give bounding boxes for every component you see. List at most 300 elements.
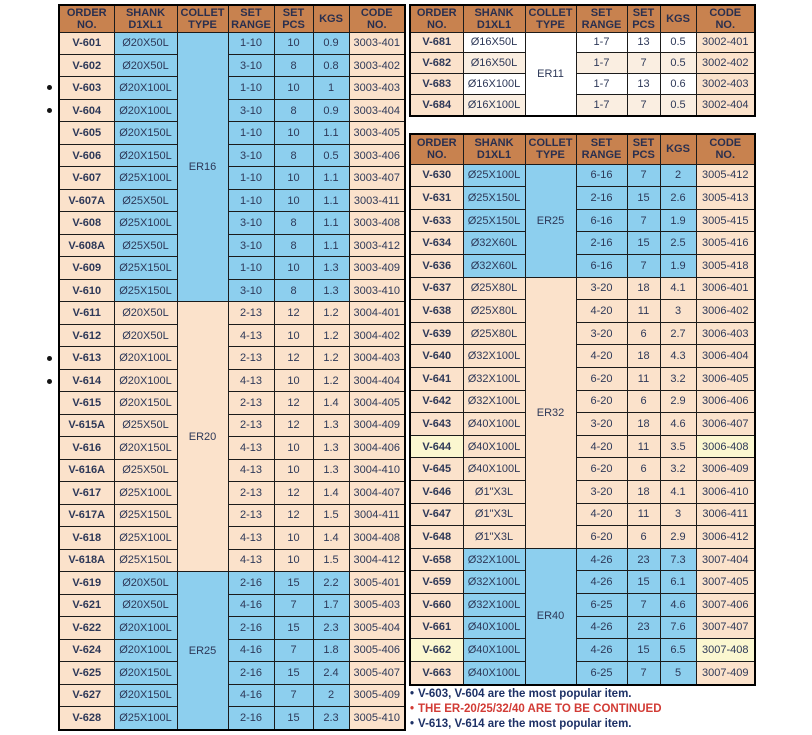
code-no-cell: 3004-407 (349, 482, 405, 504)
set-pcs-cell: 10 (274, 527, 313, 549)
table-row (59, 504, 405, 526)
code-no-cell: 3005-403 (349, 594, 405, 616)
column-header-text: NO. (715, 18, 736, 31)
shank-cell: Ø25X80L (463, 277, 525, 300)
column-header-order-no (410, 5, 463, 32)
header-row (410, 134, 755, 164)
table-row (410, 594, 755, 617)
table-row (410, 413, 755, 436)
kgs-cell: 0.5 (313, 144, 349, 166)
set-pcs-cell: 7 (274, 594, 313, 616)
table-row (59, 639, 405, 661)
table-row (410, 32, 755, 53)
set-range-cell: 3-10 (228, 234, 274, 256)
order-no-cell: V-610 (59, 279, 114, 301)
table-row (59, 324, 405, 346)
column-header-code-no (696, 5, 755, 32)
kgs-cell: 3.2 (660, 367, 696, 390)
column-header-text: SET (632, 6, 655, 19)
set-range-cell: 2-16 (228, 617, 274, 639)
order-no-cell: V-606 (59, 144, 114, 166)
code-no-cell: 3007-407 (696, 616, 755, 639)
code-no-cell: 3002-402 (696, 53, 755, 74)
code-no-cell: 3007-405 (696, 571, 755, 594)
shank-cell: Ø25X150L (114, 504, 177, 526)
code-no-cell: 3002-403 (696, 74, 755, 95)
code-no-cell: 3006-408 (696, 435, 755, 458)
table-row (59, 279, 405, 301)
kgs-cell: 2.5 (660, 232, 696, 255)
kgs-cell: 2.3 (313, 707, 349, 730)
code-no-cell: 3003-411 (349, 189, 405, 211)
set-range-cell: 4-26 (576, 616, 627, 639)
code-no-cell: 3006-404 (696, 345, 755, 368)
set-pcs-cell: 10 (274, 189, 313, 211)
code-no-cell: 3004-404 (349, 369, 405, 391)
table-row (59, 99, 405, 121)
kgs-cell: 1.5 (313, 504, 349, 526)
column-header-text: NO. (366, 18, 387, 31)
popular-item-dot-v-603 (47, 85, 52, 90)
order-no-cell: V-607A (59, 189, 114, 211)
set-range-cell: 6-16 (576, 164, 627, 187)
popular-item-dot-v-604 (47, 108, 52, 113)
shank-cell: Ø25X100L (463, 164, 525, 187)
kgs-cell: 7.3 (660, 548, 696, 571)
set-range-cell: 2-16 (228, 572, 274, 594)
order-no-cell: V-615A (59, 414, 114, 436)
code-no-cell: 3003-409 (349, 257, 405, 279)
code-no-cell: 3004-412 (349, 549, 405, 571)
shank-cell: Ø40X100L (463, 413, 525, 436)
order-no-cell: V-648 (410, 526, 463, 549)
shank-cell: Ø20X100L (114, 347, 177, 369)
column-header-text: ORDER (66, 6, 107, 19)
set-range-cell: 2-13 (228, 504, 274, 526)
order-no-cell: V-627 (59, 684, 114, 706)
set-range-cell: 1-10 (228, 167, 274, 189)
shank-cell: Ø20X100L (114, 639, 177, 661)
set-pcs-cell: 23 (627, 548, 660, 571)
shank-cell: Ø20X50L (114, 54, 177, 76)
set-range-cell: 1-10 (228, 122, 274, 144)
set-range-cell: 1-7 (576, 94, 627, 116)
set-pcs-cell: 15 (627, 187, 660, 210)
set-range-cell: 4-20 (576, 435, 627, 458)
column-header-shank-d1xl1 (114, 5, 177, 32)
kgs-cell: 1.2 (313, 324, 349, 346)
set-range-cell: 4-26 (576, 639, 627, 662)
set-range-cell: 2-13 (228, 392, 274, 414)
code-no-cell: 3006-410 (696, 481, 755, 504)
set-pcs-cell: 12 (274, 414, 313, 436)
code-no-cell: 3006-409 (696, 458, 755, 481)
set-range-cell: 6-16 (576, 209, 627, 232)
column-header-set-range (228, 5, 274, 32)
column-header-set-pcs (274, 5, 313, 32)
table-row (59, 684, 405, 706)
set-range-cell: 3-20 (576, 322, 627, 345)
set-pcs-cell: 7 (627, 661, 660, 685)
set-pcs-cell: 6 (627, 526, 660, 549)
column-header-shank-d1xl1 (463, 134, 525, 164)
set-range-cell: 1-10 (228, 189, 274, 211)
set-pcs-cell: 10 (274, 257, 313, 279)
bullet-icon: • (410, 703, 415, 715)
shank-cell: Ø20X150L (114, 122, 177, 144)
table-row (410, 94, 755, 116)
code-no-cell: 3006-411 (696, 503, 755, 526)
shank-cell: Ø20X50L (114, 594, 177, 616)
order-no-cell: V-613 (59, 347, 114, 369)
column-header-text: PCS (632, 18, 655, 31)
kgs-cell: 2.9 (660, 526, 696, 549)
code-no-cell: 3007-404 (696, 548, 755, 571)
set-pcs-cell: 12 (274, 302, 313, 324)
set-range-cell: 3-20 (576, 277, 627, 300)
kgs-cell: 0.5 (660, 53, 696, 74)
kgs-cell: 1.2 (313, 302, 349, 324)
column-header-text: KGS (319, 12, 343, 25)
code-no-cell: 3006-402 (696, 300, 755, 323)
column-header-order-no (59, 5, 114, 32)
code-no-cell: 3005-418 (696, 254, 755, 277)
set-pcs-cell: 10 (274, 549, 313, 571)
set-range-cell: 2-16 (228, 707, 274, 730)
order-no-cell: V-633 (410, 209, 463, 232)
code-no-cell: 3003-410 (349, 279, 405, 301)
set-pcs-cell: 23 (627, 616, 660, 639)
collet-type-cell: ER25 (177, 572, 228, 730)
code-no-cell: 3004-408 (349, 527, 405, 549)
kgs-cell: 1.4 (313, 482, 349, 504)
set-range-cell: 2-13 (228, 302, 274, 324)
kgs-cell: 1.1 (313, 167, 349, 189)
popular-item-dot-v-613 (47, 356, 52, 361)
kgs-cell: 0.6 (660, 74, 696, 95)
set-range-cell: 2-16 (576, 232, 627, 255)
footnote-text: THE ER-20/25/32/40 ARE TO BE CONTINUED (418, 703, 662, 715)
set-range-cell: 3-10 (228, 99, 274, 121)
column-header-text: CODE (709, 6, 742, 19)
table-row (59, 144, 405, 166)
shank-cell: Ø40X100L (463, 435, 525, 458)
column-header-text: SHANK (474, 6, 514, 19)
collet-type-cell: ER20 (177, 302, 228, 572)
set-pcs-cell: 8 (274, 99, 313, 121)
column-header-text: COLLET (180, 6, 225, 19)
collet-type-cell: ER32 (525, 277, 576, 548)
kgs-cell: 1.7 (313, 594, 349, 616)
kgs-cell: 3 (660, 503, 696, 526)
column-header-code-no (696, 134, 755, 164)
set-range-cell: 2-16 (228, 662, 274, 684)
collet-type-cell: ER40 (525, 548, 576, 685)
set-range-cell: 3-10 (228, 144, 274, 166)
order-no-cell: V-661 (410, 616, 463, 639)
order-no-cell: V-681 (410, 32, 463, 53)
kgs-cell: 3 (660, 300, 696, 323)
shank-cell: Ø16X50L (463, 53, 525, 74)
column-header-collet-type (177, 5, 228, 32)
column-header-text: PCS (632, 149, 655, 162)
kgs-cell: 2.4 (313, 662, 349, 684)
set-pcs-cell: 18 (627, 345, 660, 368)
order-no-cell: V-619 (59, 572, 114, 594)
set-range-cell: 6-20 (576, 526, 627, 549)
set-range-cell: 2-13 (228, 482, 274, 504)
set-range-cell: 4-13 (228, 459, 274, 481)
shank-cell: Ø32X60L (463, 232, 525, 255)
column-header-collet-type (525, 5, 576, 32)
set-range-cell: 3-20 (576, 481, 627, 504)
shank-cell: Ø1"X3L (463, 526, 525, 549)
kgs-cell: 1.3 (313, 459, 349, 481)
code-no-cell: 3006-407 (696, 413, 755, 436)
set-pcs-cell: 7 (627, 53, 660, 74)
shank-cell: Ø20X150L (114, 392, 177, 414)
order-no-cell: V-608 (59, 212, 114, 234)
shank-cell: Ø25X80L (463, 322, 525, 345)
kgs-cell: 1.9 (660, 209, 696, 232)
collet-type-cell: ER16 (177, 32, 228, 302)
set-pcs-cell: 7 (274, 684, 313, 706)
code-no-cell: 3003-404 (349, 99, 405, 121)
shank-cell: Ø40X100L (463, 458, 525, 481)
order-no-cell: V-682 (410, 53, 463, 74)
code-no-cell: 3004-410 (349, 459, 405, 481)
table-row (59, 459, 405, 481)
code-no-cell: 3006-401 (696, 277, 755, 300)
kgs-cell: 0.8 (313, 54, 349, 76)
column-header-text: ORDER (416, 137, 457, 150)
kgs-cell: 1.4 (313, 527, 349, 549)
collet-type-cell: ER25 (525, 164, 576, 277)
order-no-cell: V-631 (410, 187, 463, 210)
shank-cell: Ø25X100L (114, 167, 177, 189)
order-no-cell: V-612 (59, 324, 114, 346)
kgs-cell: 4.3 (660, 345, 696, 368)
table-row (410, 661, 755, 685)
set-pcs-cell: 10 (274, 369, 313, 391)
set-range-cell: 6-16 (576, 254, 627, 277)
code-no-cell: 3005-413 (696, 187, 755, 210)
column-header-text: ORDER (416, 6, 457, 19)
shank-cell: Ø20X150L (114, 684, 177, 706)
shank-cell: Ø25X50L (114, 234, 177, 256)
set-pcs-cell: 6 (627, 458, 660, 481)
code-no-cell: 3006-412 (696, 526, 755, 549)
shank-cell: Ø25X150L (114, 549, 177, 571)
code-no-cell: 3006-405 (696, 367, 755, 390)
set-range-cell: 4-13 (228, 437, 274, 459)
shank-cell: Ø16X50L (463, 32, 525, 53)
kgs-cell: 1.3 (313, 437, 349, 459)
column-header-text: SHANK (474, 137, 514, 150)
kgs-cell: 2.2 (313, 572, 349, 594)
code-no-cell: 3004-409 (349, 414, 405, 436)
table-row (410, 503, 755, 526)
set-range-cell: 4-13 (228, 324, 274, 346)
set-pcs-cell: 11 (627, 300, 660, 323)
order-no-cell: V-615 (59, 392, 114, 414)
table-row (59, 54, 405, 76)
order-no-cell: V-647 (410, 503, 463, 526)
code-no-cell: 3005-401 (349, 572, 405, 594)
column-header-text: NO. (426, 149, 447, 162)
column-header-text: D1XL1 (476, 149, 512, 162)
set-pcs-cell: 12 (274, 504, 313, 526)
table-row (59, 167, 405, 189)
order-no-cell: V-624 (59, 639, 114, 661)
column-header-set-pcs (627, 134, 660, 164)
table-row (59, 369, 405, 391)
table-row (59, 212, 405, 234)
shank-cell: Ø32X100L (463, 548, 525, 571)
order-no-cell: V-621 (59, 594, 114, 616)
set-range-cell: 1-10 (228, 257, 274, 279)
table-row (59, 347, 405, 369)
set-range-cell: 1-7 (576, 32, 627, 53)
code-no-cell: 3007-406 (696, 594, 755, 617)
column-header-text: NO. (715, 149, 736, 162)
kgs-cell: 1.1 (313, 212, 349, 234)
shank-cell: Ø20X50L (114, 32, 177, 54)
shank-cell: Ø32X100L (463, 345, 525, 368)
set-range-cell: 3-10 (228, 279, 274, 301)
kgs-cell: 0.9 (313, 32, 349, 54)
set-pcs-cell: 11 (627, 503, 660, 526)
order-no-cell: V-683 (410, 74, 463, 95)
order-no-cell: V-642 (410, 390, 463, 413)
kgs-cell: 2.3 (313, 617, 349, 639)
order-no-cell: V-607 (59, 167, 114, 189)
table-row (410, 164, 755, 187)
set-pcs-cell: 12 (274, 482, 313, 504)
table-row (410, 571, 755, 594)
shank-cell: Ø25X50L (114, 414, 177, 436)
column-header-text: CODE (360, 6, 393, 19)
set-range-cell: 6-25 (576, 594, 627, 617)
table-row (410, 232, 755, 255)
column-header-text: TYPE (536, 18, 565, 31)
table-row (410, 481, 755, 504)
order-no-cell: V-628 (59, 707, 114, 730)
kgs-cell: 1.3 (313, 257, 349, 279)
column-header-order-no (410, 134, 463, 164)
shank-cell: Ø25X100L (114, 527, 177, 549)
kgs-cell: 1.2 (313, 369, 349, 391)
table-row (410, 367, 755, 390)
order-no-cell: V-662 (410, 639, 463, 662)
set-pcs-cell: 13 (627, 74, 660, 95)
table-row (410, 345, 755, 368)
column-header-text: PCS (282, 18, 305, 31)
order-no-cell: V-601 (59, 32, 114, 54)
shank-cell: Ø20X100L (114, 99, 177, 121)
kgs-cell: 4.1 (660, 481, 696, 504)
set-pcs-cell: 10 (274, 167, 313, 189)
set-pcs-cell: 18 (627, 481, 660, 504)
set-range-cell: 4-13 (228, 527, 274, 549)
table-row (410, 616, 755, 639)
kgs-cell: 0.5 (660, 94, 696, 116)
column-header-set-range (576, 5, 627, 32)
set-pcs-cell: 15 (274, 572, 313, 594)
order-no-cell: V-617 (59, 482, 114, 504)
code-no-cell: 3002-404 (696, 94, 755, 116)
order-no-cell: V-659 (410, 571, 463, 594)
order-no-cell: V-660 (410, 594, 463, 617)
set-pcs-cell: 8 (274, 234, 313, 256)
shank-cell: Ø20X50L (114, 324, 177, 346)
order-no-cell: V-634 (410, 232, 463, 255)
shank-cell: Ø32X100L (463, 367, 525, 390)
set-pcs-cell: 15 (274, 617, 313, 639)
set-range-cell: 1-7 (576, 74, 627, 95)
kgs-cell: 2.7 (660, 322, 696, 345)
table-row (410, 300, 755, 323)
code-no-cell: 3005-404 (349, 617, 405, 639)
table-row (59, 594, 405, 616)
code-no-cell: 3004-406 (349, 437, 405, 459)
set-pcs-cell: 6 (627, 390, 660, 413)
code-no-cell: 3007-409 (696, 661, 755, 685)
set-range-cell: 6-25 (576, 661, 627, 685)
set-pcs-cell: 8 (274, 279, 313, 301)
set-range-cell: 1-10 (228, 77, 274, 99)
set-range-cell: 4-13 (228, 369, 274, 391)
set-range-cell: 3-10 (228, 54, 274, 76)
shank-cell: Ø20X100L (114, 369, 177, 391)
set-pcs-cell: 10 (274, 437, 313, 459)
kgs-cell: 6.1 (660, 571, 696, 594)
set-pcs-cell: 15 (627, 639, 660, 662)
header-row (59, 5, 405, 32)
set-pcs-cell: 7 (627, 209, 660, 232)
shank-cell: Ø25X50L (114, 189, 177, 211)
header-row (410, 5, 755, 32)
set-pcs-cell: 10 (274, 122, 313, 144)
code-no-cell: 3003-407 (349, 167, 405, 189)
order-no-cell: V-604 (59, 99, 114, 121)
kgs-cell: 2.9 (660, 390, 696, 413)
table-row (410, 277, 755, 300)
order-no-cell: V-614 (59, 369, 114, 391)
column-header-set-range (576, 134, 627, 164)
set-pcs-cell: 10 (274, 77, 313, 99)
collet-type-cell: ER11 (525, 32, 576, 116)
order-no-cell: V-638 (410, 300, 463, 323)
shank-cell: Ø16X100L (463, 94, 525, 116)
kgs-cell: 7.6 (660, 616, 696, 639)
column-header-text: KGS (666, 12, 690, 25)
collet-set-table-right (409, 133, 756, 686)
kgs-cell: 1.5 (313, 549, 349, 571)
code-no-cell: 3007-408 (696, 639, 755, 662)
shank-cell: Ø32X100L (463, 390, 525, 413)
shank-cell: Ø32X100L (463, 571, 525, 594)
set-range-cell: 4-16 (228, 684, 274, 706)
shank-cell: Ø1"X3L (463, 503, 525, 526)
column-header-text: SET (590, 6, 613, 19)
table-row (410, 254, 755, 277)
footnotes (410, 687, 662, 732)
shank-cell: Ø25X100L (114, 212, 177, 234)
footnote-line (410, 702, 662, 717)
code-no-cell: 3006-403 (696, 322, 755, 345)
shank-cell: Ø20X150L (114, 662, 177, 684)
